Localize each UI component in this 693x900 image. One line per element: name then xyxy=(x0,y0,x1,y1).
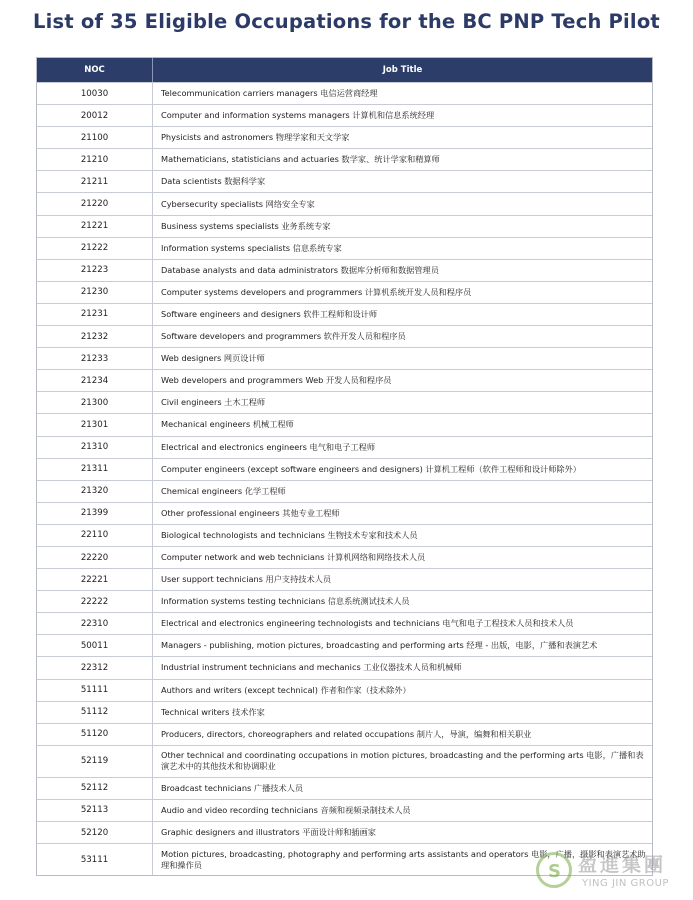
job-title-cell: Business systems specialists 业务系统专家 xyxy=(161,220,331,231)
table-row xyxy=(37,237,652,259)
table-row xyxy=(37,777,652,799)
job-title-cell: Mathematicians, statisticians and actuaries 数学家、统计学家和精算师 xyxy=(161,154,440,165)
table-row xyxy=(37,413,652,435)
table-row xyxy=(37,524,652,546)
job-title-cell: Electrical and electronics engineering technologists and technicians 电气和电子工程技术人员和技术人员 xyxy=(161,618,574,629)
noc-cell: 21310 xyxy=(37,437,153,458)
table-row xyxy=(37,821,652,843)
job-title-cell: Producers, directors, choreographers and related occupations 制片人，导演，编舞和相关职业 xyxy=(161,728,532,739)
noc-cell: 21211 xyxy=(37,171,153,192)
table-row xyxy=(37,568,652,590)
job-title-cell: Industrial instrument technicians and mechanics 工业仪器技术人员和机械师 xyxy=(161,662,462,673)
job-title-cell: Computer network and web technicians 计算机网络和网络技术人员 xyxy=(161,552,426,563)
job-title-cell: Electrical and electronics engineers 电气和电子工程师 xyxy=(161,441,376,452)
noc-cell: 21234 xyxy=(37,370,153,391)
watermark-en: YING JIN GROUP xyxy=(582,878,669,889)
job-title-cell: Information systems testing technicians 信息系统测试技术人员 xyxy=(161,596,410,607)
noc-cell: 21301 xyxy=(37,414,153,435)
table-row xyxy=(37,612,652,634)
table-row xyxy=(37,170,652,192)
table-row xyxy=(37,458,652,480)
table-row xyxy=(37,634,652,656)
table-body xyxy=(37,82,652,875)
job-title-cell: Other professional engineers 其他专业工程师 xyxy=(161,507,340,518)
noc-cell: 21100 xyxy=(37,127,153,148)
table-header xyxy=(37,58,652,82)
job-title-cell: Database analysts and data administrators 数据库分析师和数据管理员 xyxy=(161,264,439,275)
table-row xyxy=(37,148,652,170)
job-title-cell: Software developers and programmers 软件开发人员和程序员 xyxy=(161,331,406,342)
job-title-cell: Information systems specialists 信息系统专家 xyxy=(161,242,342,253)
noc-cell: 20012 xyxy=(37,105,153,126)
table-row xyxy=(37,656,652,678)
table-row xyxy=(37,259,652,281)
noc-cell: 21311 xyxy=(37,459,153,480)
table-row xyxy=(37,590,652,612)
noc-cell: 21232 xyxy=(37,326,153,347)
noc-cell: 51120 xyxy=(37,724,153,745)
job-title-cell: Computer systems developers and programmers 计算机系统开发人员和程序员 xyxy=(161,286,472,297)
noc-cell: 52112 xyxy=(37,778,153,799)
noc-cell: 21233 xyxy=(37,348,153,369)
table-row xyxy=(37,391,652,413)
table-row xyxy=(37,843,652,875)
job-title-cell: Computer and information systems managers 计算机和信息系统经理 xyxy=(161,110,435,121)
header-job-title: Job Title xyxy=(382,65,423,75)
table-row xyxy=(37,347,652,369)
table-row xyxy=(37,325,652,347)
noc-cell: 21300 xyxy=(37,392,153,413)
noc-cell: 52120 xyxy=(37,822,153,843)
job-title-cell: Other technical and coordinating occupations in motion pictures, broadcasting and the performing arts 电影，广播和表演艺术中的其他技术和协调职业 xyxy=(161,750,644,772)
table-row xyxy=(37,82,652,104)
job-title-cell: Managers - publishing, motion pictures, broadcasting and performing arts 经理 - 出版，电影，广播和表演艺术 xyxy=(161,640,598,651)
noc-cell: 21221 xyxy=(37,216,153,237)
noc-cell: 21230 xyxy=(37,282,153,303)
noc-cell: 53111 xyxy=(37,844,153,875)
noc-cell: 22220 xyxy=(37,547,153,568)
noc-cell: 10030 xyxy=(37,83,153,104)
table-row xyxy=(37,126,652,148)
table-row xyxy=(37,546,652,568)
job-title-cell: Audio and video recording technicians 音频和视频录制技术人员 xyxy=(161,804,411,815)
job-title-cell: Web developers and programmers Web 开发人员和程序员 xyxy=(161,375,392,386)
table-row xyxy=(37,502,652,524)
table-row xyxy=(37,723,652,745)
job-title-cell: Physicists and astronomers 物理学家和天文学家 xyxy=(161,132,350,143)
noc-cell: 21223 xyxy=(37,260,153,281)
table-row xyxy=(37,701,652,723)
watermark-cn: 盈進集團 xyxy=(578,854,667,876)
noc-cell: 21231 xyxy=(37,304,153,325)
noc-cell: 22221 xyxy=(37,569,153,590)
noc-cell: 21222 xyxy=(37,238,153,259)
job-title-cell: Civil engineers 土木工程师 xyxy=(161,397,266,408)
occupations-table xyxy=(36,57,653,876)
table-row xyxy=(37,745,652,777)
noc-cell: 22222 xyxy=(37,591,153,612)
job-title-cell: Software engineers and designers 软件工程师和设计师 xyxy=(161,308,378,319)
job-title-cell: Data scientists 数据科学家 xyxy=(161,176,266,187)
noc-cell: 51111 xyxy=(37,680,153,701)
job-title-cell: Graphic designers and illustrators 平面设计师和插画家 xyxy=(161,827,376,838)
job-title-cell: Mechanical engineers 机械工程师 xyxy=(161,419,294,430)
noc-cell: 52113 xyxy=(37,800,153,821)
table-row xyxy=(37,436,652,458)
job-title-cell: Biological technologists and technicians 生物技术专家和技术人员 xyxy=(161,529,418,540)
table-row xyxy=(37,799,652,821)
noc-cell: 51112 xyxy=(37,702,153,723)
table-row xyxy=(37,104,652,126)
noc-cell: 50011 xyxy=(37,635,153,656)
job-title-cell: Telecommunication carriers managers 电信运营商经理 xyxy=(161,88,378,99)
job-title-cell: Cybersecurity specialists 网络安全专家 xyxy=(161,198,315,209)
ying-jin-logo-icon: S xyxy=(536,852,572,888)
table-row xyxy=(37,281,652,303)
noc-cell: 22312 xyxy=(37,657,153,678)
job-title-cell: Web designers 网页设计师 xyxy=(161,353,265,364)
noc-cell: 21320 xyxy=(37,481,153,502)
page-title: List of 35 Eligible Occupations for the BC PNP Tech Pilot xyxy=(33,10,660,33)
table-row xyxy=(37,679,652,701)
job-title-cell: Broadcast technicians 广播技术人员 xyxy=(161,782,304,793)
job-title-cell: Chemical engineers 化学工程师 xyxy=(161,485,286,496)
table-row xyxy=(37,215,652,237)
noc-cell: 22110 xyxy=(37,525,153,546)
noc-cell: 52119 xyxy=(37,746,153,777)
job-title-cell: User support technicians 用户支持技术人员 xyxy=(161,574,332,585)
noc-cell: 21210 xyxy=(37,149,153,170)
table-row xyxy=(37,369,652,391)
noc-cell: 22310 xyxy=(37,613,153,634)
noc-cell: 21220 xyxy=(37,193,153,214)
table-row xyxy=(37,192,652,214)
job-title-cell: Authors and writers (except technical) 作者和作家（技术除外） xyxy=(161,684,411,695)
noc-cell: 21399 xyxy=(37,503,153,524)
table-row xyxy=(37,480,652,502)
job-title-cell: Motion pictures, broadcasting, photography and performing arts assistants and operators 电影，广播，摄影和表演艺术助理和操作员 xyxy=(161,848,646,870)
table-row xyxy=(37,303,652,325)
job-title-cell: Computer engineers (except software engineers and designers) 计算机工程师（软件工程师和设计师除外） xyxy=(161,463,581,474)
job-title-cell: Technical writers 技术作家 xyxy=(161,706,265,717)
header-noc: NOC xyxy=(37,58,153,82)
